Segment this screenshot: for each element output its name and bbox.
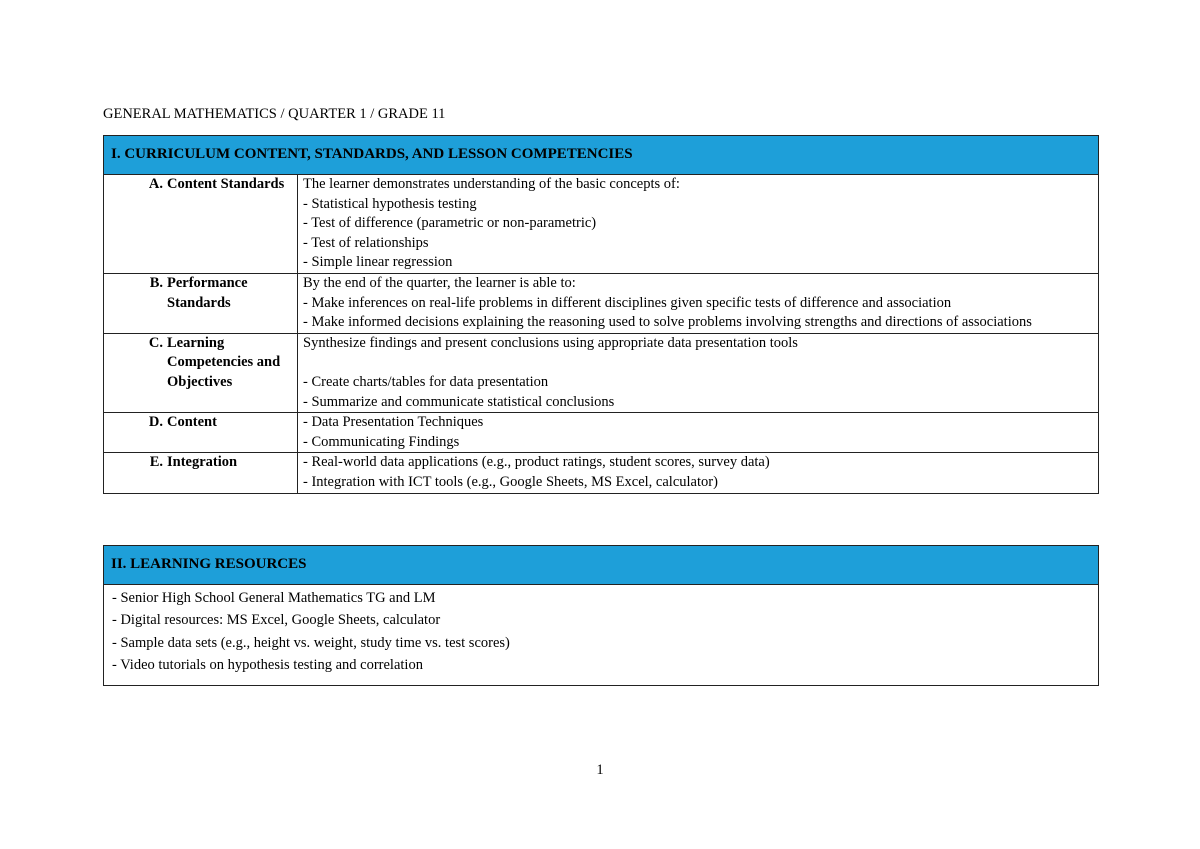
row-label-cell — [104, 175, 298, 274]
row-label: Performance Standards — [167, 274, 248, 311]
content-line: - Simple linear regression — [303, 254, 453, 271]
list-item: - Digital resources: MS Excel, Google Sheets, calculator — [112, 612, 441, 629]
table-row — [104, 413, 1099, 453]
content-line: - Create charts/tables for data presentation — [303, 373, 549, 390]
row-label-cell — [104, 333, 298, 412]
table-row — [104, 273, 1099, 333]
content-line: By the end of the quarter, the learner is able to: — [303, 274, 576, 291]
table-row — [104, 453, 1099, 493]
row-label: Integration — [167, 454, 238, 471]
content-line: - Real-world data applications (e.g., product ratings, student scores, survey data) — [303, 454, 770, 471]
content-line: - Make informed decisions explaining the reasoning used to solve problems involving strengths and directions of associations — [303, 314, 1032, 331]
row-content-cell — [298, 453, 1099, 493]
row-label: Content Standards — [167, 176, 285, 192]
page-number: 1 — [596, 762, 604, 778]
row-letter: B. — [149, 274, 163, 291]
section-header-row — [104, 546, 1099, 585]
table-row — [104, 333, 1099, 412]
list-item: - Video tutorials on hypothesis testing and correlation — [112, 657, 423, 674]
blank-line — [303, 353, 1094, 373]
section-title: II. LEARNING RESOURCES — [104, 546, 1099, 585]
list-item: - Senior High School General Mathematics TG and LM — [112, 590, 436, 606]
section-header-row — [104, 136, 1099, 175]
curriculum-table — [103, 135, 1099, 494]
row-label: Learning Competencies and Objectives — [167, 334, 281, 390]
row-label: Content — [167, 414, 217, 431]
resources-row — [104, 585, 1099, 686]
content-line: - Make inferences on real-life problems in different disciplines given specific tests of difference and association — [303, 294, 952, 311]
table-row — [104, 175, 1099, 274]
resources-list — [104, 585, 1099, 686]
row-content-cell — [298, 273, 1099, 333]
content-line: - Test of relationships — [303, 234, 429, 251]
content-line: - Test of difference (parametric or non-parametric) — [303, 215, 597, 232]
row-letter: C. — [148, 334, 163, 351]
row-label-cell — [104, 413, 298, 453]
row-letter: E. — [149, 454, 163, 471]
content-line: Synthesize findings and present conclusions using appropriate data presentation tools — [303, 334, 798, 351]
row-letter: D. — [148, 414, 163, 431]
row-label-cell — [104, 453, 298, 493]
section-title: I. CURRICULUM CONTENT, STANDARDS, AND LESSON COMPETENCIES — [104, 136, 1099, 175]
row-letter: A. — [148, 176, 163, 192]
row-content-cell — [298, 333, 1099, 412]
content-line: - Integration with ICT tools (e.g., Google Sheets, MS Excel, calculator) — [303, 473, 718, 490]
row-label-cell — [104, 273, 298, 333]
list-item: - Sample data sets (e.g., height vs. weight, study time vs. test scores) — [112, 634, 510, 651]
learning-resources-table — [103, 545, 1099, 686]
document-header: GENERAL MATHEMATICS / QUARTER 1 / GRADE 11 — [103, 106, 446, 122]
row-content-cell — [298, 413, 1099, 453]
content-line: - Data Presentation Techniques — [303, 414, 484, 431]
content-line: - Communicating Findings — [303, 433, 460, 450]
content-line: - Summarize and communicate statistical conclusions — [303, 393, 615, 410]
row-content-cell — [298, 175, 1099, 274]
content-line: - Statistical hypothesis testing — [303, 195, 477, 212]
content-line: The learner demonstrates understanding of the basic concepts of: — [303, 176, 680, 192]
